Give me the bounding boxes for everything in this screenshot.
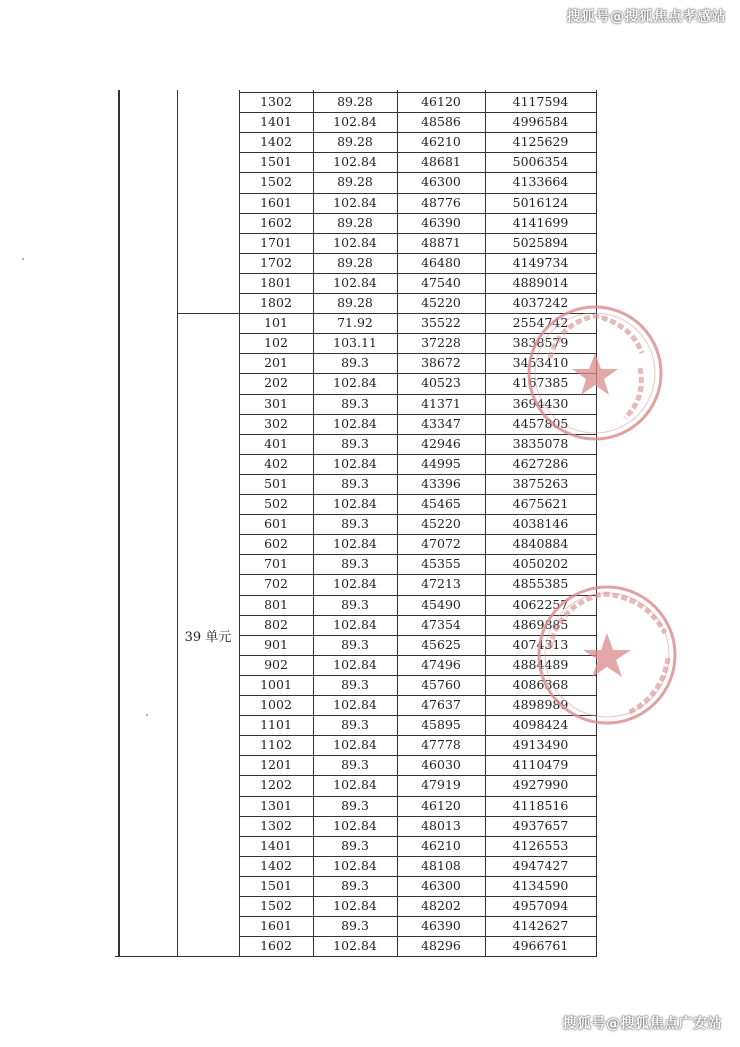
- cell-room: 1802: [260, 295, 292, 310]
- row-rule: [239, 172, 597, 173]
- row-rule: [239, 333, 597, 334]
- cell-price: 41371: [421, 395, 461, 411]
- cell-price: 48296: [421, 938, 461, 954]
- table-row: [239, 434, 596, 454]
- column-rule: [596, 90, 597, 957]
- row-rule: [239, 735, 597, 736]
- row-rule: [239, 373, 597, 374]
- table-row: [239, 836, 596, 856]
- cell-room: 1502: [260, 174, 292, 190]
- column-rule: [313, 90, 314, 957]
- row-rule: [239, 615, 597, 616]
- cell-total: 4675621: [512, 496, 569, 511]
- table-row: [239, 695, 596, 715]
- cell-total: 4966761: [512, 938, 569, 954]
- row-rule: [239, 474, 597, 475]
- cell-price: 47072: [421, 536, 461, 552]
- cell-total: 2554742: [512, 315, 569, 331]
- cell-price: 45465: [421, 496, 461, 511]
- cell-area: 89.28: [337, 214, 373, 230]
- table-row: [239, 132, 596, 152]
- table-row: [239, 595, 596, 615]
- cell-total: 4913490: [512, 737, 569, 753]
- cell-room: 1602: [260, 214, 292, 230]
- cell-price: 46390: [421, 214, 461, 230]
- cell-price: 47354: [421, 616, 461, 632]
- table-row: [239, 373, 596, 393]
- group-separator: [177, 313, 239, 314]
- cell-area: 102.84: [333, 114, 377, 130]
- cell-price: 48586: [421, 114, 461, 130]
- cell-total: 4898989: [512, 697, 569, 712]
- cell-area: 102.84: [333, 536, 377, 552]
- cell-total: 3453410: [512, 355, 569, 371]
- cell-price: 46030: [421, 757, 461, 773]
- cell-area: 102.84: [333, 415, 377, 431]
- row-rule: [239, 152, 597, 153]
- cell-price: 47213: [421, 576, 461, 592]
- cell-total: 4840884: [512, 536, 569, 552]
- watermark-top: 搜狐号@搜狐焦点孝感站: [566, 9, 726, 25]
- cell-area: 89.3: [341, 596, 369, 612]
- cell-total: 4038146: [512, 516, 569, 532]
- table-row: [239, 775, 596, 795]
- cell-area: 89.28: [337, 254, 373, 270]
- cell-price: 45220: [421, 516, 461, 532]
- cell-area: 102.84: [333, 274, 377, 290]
- cell-price: 48681: [421, 154, 461, 170]
- cell-price: 37228: [421, 335, 461, 351]
- table-row: [239, 876, 596, 896]
- cell-room: 1801: [260, 274, 292, 290]
- cell-price: 46120: [421, 94, 461, 109]
- row-rule: [239, 253, 597, 254]
- cell-area: 89.3: [341, 918, 369, 934]
- cell-total: 4074313: [512, 636, 569, 652]
- cell-area: 89.3: [341, 475, 369, 491]
- cell-price: 48013: [421, 817, 461, 833]
- cell-area: 102.84: [333, 154, 377, 170]
- table-row: [239, 172, 596, 192]
- table-row: [239, 213, 596, 233]
- cell-room: 1001: [260, 676, 292, 692]
- cell-total: 4086368: [512, 676, 569, 692]
- cell-total: 5006354: [512, 154, 569, 170]
- cell-price: 47496: [421, 656, 461, 672]
- table-row: [239, 635, 596, 655]
- table-row: [239, 92, 596, 112]
- cell-total: 4884489: [512, 656, 569, 672]
- cell-area: 102.84: [333, 898, 377, 913]
- table-row: [239, 454, 596, 474]
- table-row: [239, 655, 596, 675]
- cell-total: 4133664: [512, 174, 569, 190]
- cell-price: 42946: [421, 435, 461, 451]
- cell-price: 46120: [421, 797, 461, 813]
- cell-total: 4050202: [512, 556, 569, 572]
- cell-area: 89.3: [341, 757, 369, 773]
- table-row: [239, 474, 596, 494]
- cell-area: 89.3: [341, 556, 369, 572]
- cell-area: 102.84: [333, 496, 377, 511]
- cell-area: 89.28: [337, 94, 373, 109]
- row-rule: [239, 353, 597, 354]
- column-rule: [177, 90, 178, 957]
- cell-area: 102.84: [333, 938, 377, 954]
- cell-room: 901: [264, 636, 288, 652]
- watermark-bottom: 搜狐号@搜狐焦点广安站: [562, 1016, 722, 1032]
- cell-room: 401: [264, 435, 288, 451]
- row-rule: [239, 233, 597, 234]
- table-row: [239, 313, 596, 333]
- cell-price: 44995: [421, 455, 461, 471]
- cell-room: 1102: [260, 737, 292, 753]
- row-rule: [239, 313, 597, 314]
- cell-room: 1002: [260, 697, 292, 712]
- cell-area: 102.84: [333, 777, 377, 793]
- cell-total: 3694430: [512, 395, 569, 411]
- cell-total: 4937657: [512, 817, 569, 833]
- column-rule: [239, 90, 240, 957]
- table-row: [239, 856, 596, 876]
- table-row: [239, 414, 596, 434]
- cell-room: 501: [264, 475, 288, 491]
- cell-price: 47919: [421, 777, 461, 793]
- row-rule: [239, 293, 597, 294]
- cell-price: 45490: [421, 596, 461, 612]
- cell-area: 102.84: [333, 194, 377, 210]
- cell-area: 89.28: [337, 174, 373, 190]
- row-rule: [239, 896, 597, 897]
- cell-room: 1402: [260, 857, 292, 873]
- cell-total: 4149734: [512, 254, 569, 270]
- cell-total: 4889014: [512, 274, 569, 290]
- table-row: [239, 353, 596, 373]
- cell-total: 4855385: [512, 576, 569, 592]
- cell-room: 1202: [260, 777, 292, 793]
- cell-room: 602: [264, 536, 288, 552]
- row-rule: [239, 213, 597, 214]
- cell-price: 48108: [421, 857, 461, 873]
- row-rule: [239, 534, 597, 535]
- cell-total: 4142627: [512, 918, 569, 934]
- cell-price: 45355: [421, 556, 461, 572]
- row-rule: [239, 635, 597, 636]
- cell-room: 1401: [260, 837, 292, 853]
- row-rule: [239, 574, 597, 575]
- row-rule: [239, 112, 597, 113]
- table-row: [239, 253, 596, 273]
- cell-area: 102.84: [333, 616, 377, 632]
- row-rule: [239, 816, 597, 817]
- row-rule: [239, 92, 597, 93]
- table-row: [239, 193, 596, 213]
- cell-total: 4627286: [512, 455, 569, 471]
- cell-area: 89.3: [341, 435, 369, 451]
- cell-price: 48871: [421, 234, 461, 250]
- row-rule: [239, 514, 597, 515]
- row-rule: [239, 695, 597, 696]
- cell-price: 46480: [421, 254, 461, 270]
- cell-area: 102.84: [333, 375, 377, 391]
- cell-area: 89.3: [341, 837, 369, 853]
- cell-price: 45220: [421, 295, 461, 310]
- table-row: [239, 112, 596, 132]
- table-row: [239, 394, 596, 414]
- cell-total: 4927990: [512, 777, 569, 793]
- table-row: [239, 816, 596, 836]
- cell-price: 40523: [421, 375, 461, 391]
- cell-total: 3835078: [512, 435, 569, 451]
- cell-total: 4457805: [512, 415, 569, 431]
- cell-price: 45625: [421, 636, 461, 652]
- cell-area: 102.84: [333, 455, 377, 471]
- cell-price: 46210: [421, 134, 461, 150]
- cell-price: 38672: [421, 355, 461, 371]
- cell-room: 301: [264, 395, 288, 411]
- row-rule: [239, 775, 597, 776]
- cell-total: 3875263: [512, 475, 569, 491]
- unit-label: 39 单元: [184, 630, 232, 645]
- cell-area: 102.84: [333, 737, 377, 753]
- cell-price: 46390: [421, 918, 461, 934]
- table-row: [239, 916, 596, 936]
- table-row: [239, 735, 596, 755]
- cell-total: 4869885: [512, 616, 569, 632]
- cell-price: 43396: [421, 475, 461, 491]
- cell-room: 502: [264, 496, 288, 511]
- row-rule: [239, 936, 597, 937]
- cell-total: 4957094: [512, 898, 569, 913]
- cell-total: 4110479: [512, 757, 569, 773]
- table-row: [239, 715, 596, 735]
- cell-area: 89.28: [337, 134, 373, 150]
- cell-room: 1701: [260, 234, 292, 250]
- table-row: [239, 755, 596, 775]
- cell-room: 1101: [260, 717, 292, 733]
- cell-room: 1301: [260, 797, 292, 813]
- cell-room: 1702: [260, 254, 292, 270]
- table-row: [239, 675, 596, 695]
- cell-total: 4098424: [512, 717, 569, 733]
- cell-price: 48202: [421, 898, 461, 913]
- cell-total: 4062257: [512, 596, 569, 612]
- table-row: [239, 615, 596, 635]
- row-rule: [239, 836, 597, 837]
- cell-price: 45895: [421, 717, 461, 733]
- speck: [146, 714, 148, 716]
- cell-room: 702: [264, 576, 288, 592]
- cell-area: 102.84: [333, 656, 377, 672]
- cell-total: 4117594: [512, 94, 569, 109]
- cell-room: 1502: [260, 898, 292, 913]
- table-row: [239, 152, 596, 172]
- cell-price: 47778: [421, 737, 461, 753]
- row-rule: [239, 796, 597, 797]
- cell-room: 802: [264, 616, 288, 632]
- cell-price: 47637: [421, 697, 461, 712]
- row-rule: [239, 595, 597, 596]
- cell-total: 4134590: [512, 877, 569, 893]
- table-bottom-rule: [115, 956, 597, 957]
- cell-room: 302: [264, 415, 288, 431]
- cell-price: 46300: [421, 174, 461, 190]
- cell-total: 4141699: [512, 214, 569, 230]
- row-rule: [239, 434, 597, 435]
- table-row: [239, 574, 596, 594]
- cell-area: 89.28: [337, 295, 373, 310]
- column-rule: [485, 90, 486, 957]
- cell-area: 71.92: [337, 315, 373, 331]
- cell-room: 1601: [260, 918, 292, 934]
- cell-room: 1402: [260, 134, 292, 150]
- cell-area: 102.84: [333, 234, 377, 250]
- cell-room: 902: [264, 656, 288, 672]
- table-row: [239, 796, 596, 816]
- row-rule: [239, 414, 597, 415]
- cell-total: 3838579: [512, 335, 569, 351]
- cell-room: 201: [264, 355, 288, 371]
- cell-area: 102.84: [333, 576, 377, 592]
- cell-area: 89.3: [341, 797, 369, 813]
- row-rule: [239, 494, 597, 495]
- table-row: [239, 534, 596, 554]
- cell-price: 35522: [421, 315, 461, 331]
- cell-room: 601: [264, 516, 288, 532]
- cell-room: 1602: [260, 938, 292, 954]
- row-rule: [239, 715, 597, 716]
- cell-total: 4037242: [512, 295, 569, 310]
- cell-room: 402: [264, 455, 288, 471]
- cell-price: 45760: [421, 676, 461, 692]
- column-rule: [397, 90, 398, 957]
- row-rule: [239, 454, 597, 455]
- cell-total: 5016124: [512, 194, 569, 210]
- cell-price: 46300: [421, 877, 461, 893]
- cell-area: 102.84: [333, 857, 377, 873]
- cell-area: 102.84: [333, 817, 377, 833]
- cell-total: 4996584: [512, 114, 569, 130]
- cell-total: 5025894: [512, 234, 569, 250]
- cell-room: 102: [264, 335, 288, 351]
- column-rule: [118, 90, 120, 957]
- cell-room: 1201: [260, 757, 292, 773]
- table-row: [239, 936, 596, 956]
- cell-total: 4125629: [512, 134, 569, 150]
- cell-area: 89.3: [341, 877, 369, 893]
- cell-area: 103.11: [333, 335, 377, 351]
- cell-room: 701: [264, 556, 288, 572]
- table-row: [239, 273, 596, 293]
- row-rule: [239, 655, 597, 656]
- row-rule: [239, 916, 597, 917]
- speck: [22, 258, 24, 260]
- cell-area: 89.3: [341, 395, 369, 411]
- cell-area: 89.3: [341, 355, 369, 371]
- table-row: [239, 514, 596, 534]
- table-row: [239, 333, 596, 353]
- table-row: [239, 896, 596, 916]
- cell-price: 43347: [421, 415, 461, 431]
- row-rule: [239, 273, 597, 274]
- table-row: [239, 293, 596, 313]
- row-rule: [239, 554, 597, 555]
- cell-total: 4126553: [512, 837, 569, 853]
- cell-price: 48776: [421, 194, 461, 210]
- cell-total: 4118516: [512, 797, 569, 813]
- cell-room: 1501: [260, 154, 292, 170]
- row-rule: [239, 755, 597, 756]
- table-row: [239, 494, 596, 514]
- cell-area: 102.84: [333, 697, 377, 712]
- cell-room: 1401: [260, 114, 292, 130]
- table-row: [239, 233, 596, 253]
- cell-room: 1501: [260, 877, 292, 893]
- cell-room: 1302: [260, 817, 292, 833]
- row-rule: [239, 856, 597, 857]
- cell-room: 1601: [260, 194, 292, 210]
- cell-total: 4167385: [512, 375, 569, 391]
- cell-area: 89.3: [341, 636, 369, 652]
- cell-room: 202: [264, 375, 288, 391]
- cell-room: 1302: [260, 94, 292, 109]
- cell-price: 47540: [421, 274, 461, 290]
- cell-area: 89.3: [341, 676, 369, 692]
- cell-area: 89.3: [341, 516, 369, 532]
- row-rule: [239, 193, 597, 194]
- row-rule: [239, 876, 597, 877]
- row-rule: [239, 132, 597, 133]
- row-rule: [239, 394, 597, 395]
- table-row: [239, 554, 596, 574]
- cell-price: 46210: [421, 837, 461, 853]
- cell-area: 89.3: [341, 717, 369, 733]
- row-rule: [239, 675, 597, 676]
- cell-room: 101: [264, 315, 288, 331]
- cell-total: 4947427: [512, 857, 569, 873]
- cell-room: 801: [264, 596, 288, 612]
